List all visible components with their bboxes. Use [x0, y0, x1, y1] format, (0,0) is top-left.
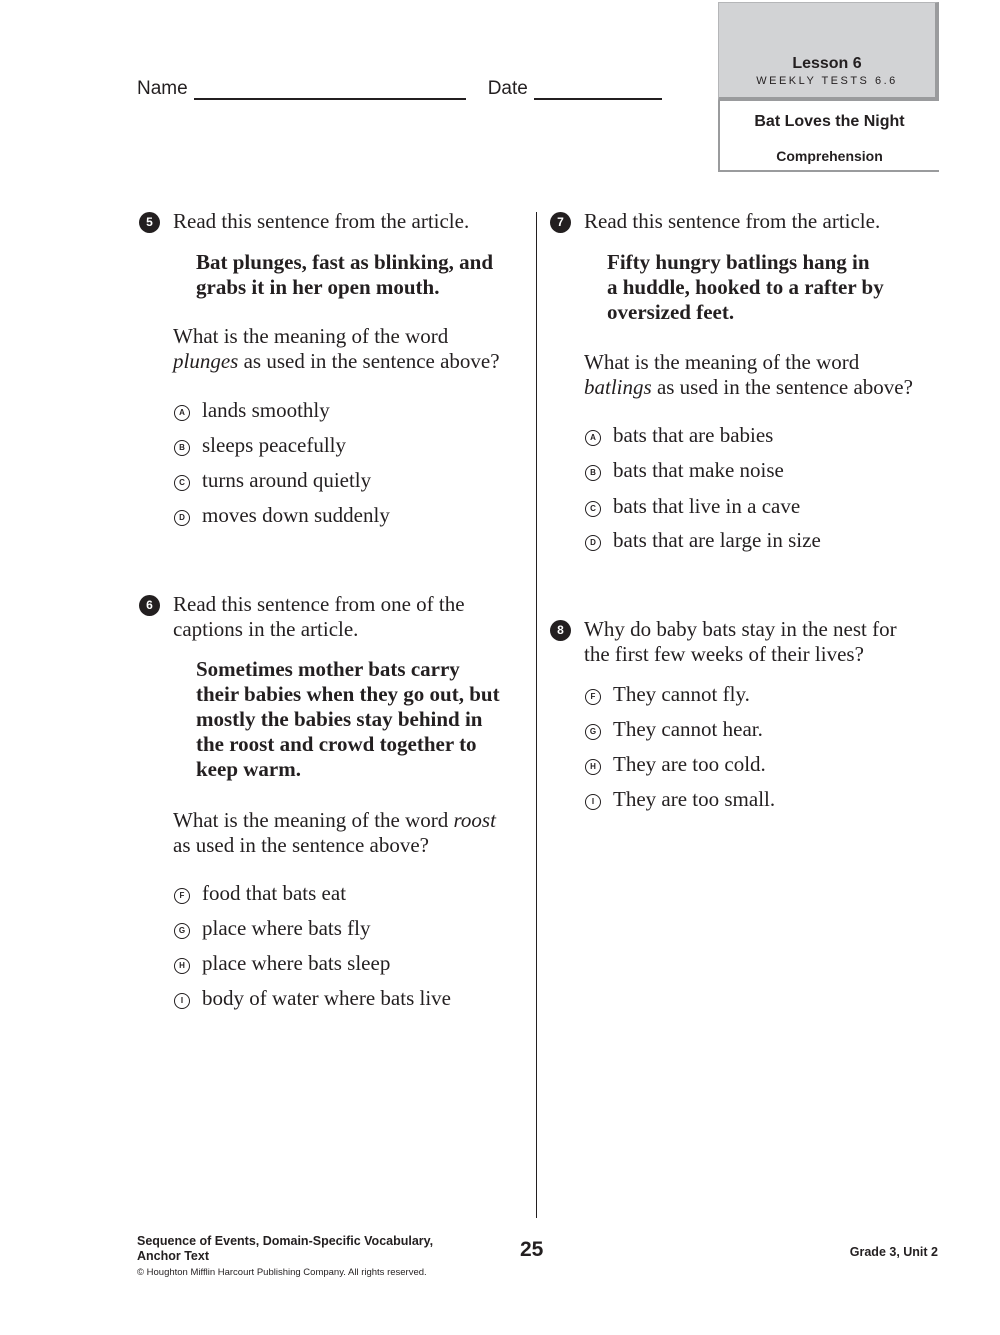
ask-line: as used in the sentence above?	[173, 833, 429, 857]
date-field[interactable]	[534, 82, 662, 100]
ask-rest: as used in the sentence above?	[238, 349, 500, 373]
question-ask	[173, 324, 500, 374]
story-title: Bat Loves the Night	[754, 113, 905, 130]
answer-text: bats that live in a cave	[613, 494, 801, 518]
vocab-word: plunges	[173, 349, 239, 373]
name-field[interactable]	[194, 82, 466, 100]
answer-option-c[interactable]	[585, 494, 800, 519]
footer-skills	[137, 1234, 433, 1264]
column-divider	[536, 212, 537, 1218]
vocab-word: batlings	[584, 375, 652, 399]
answer-bubble[interactable]: C	[174, 475, 190, 491]
answer-text: They are too small.	[613, 787, 776, 811]
vocab-word: roost	[453, 808, 496, 832]
weekly-tests-label: WEEKLY TESTS 6.6	[756, 75, 898, 87]
name-date-row	[137, 78, 662, 100]
answer-option-f[interactable]	[585, 682, 750, 707]
quote-line: Sometimes mother bats carry	[196, 657, 460, 681]
question-number: 5	[139, 212, 160, 233]
date-label: Date	[487, 78, 528, 99]
section-label: Comprehension	[776, 148, 883, 164]
name-label: Name	[137, 78, 188, 99]
question-prompt: Read this sentence from the article.	[173, 209, 470, 233]
question-8	[548, 617, 948, 827]
question-prompt	[173, 592, 465, 642]
answer-text: food that bats eat	[202, 881, 347, 905]
answer-text: They cannot hear.	[613, 717, 763, 741]
answer-bubble[interactable]: F	[585, 689, 601, 705]
answer-text: moves down suddenly	[202, 503, 390, 527]
answer-text: They cannot fly.	[613, 682, 750, 706]
answer-option-d[interactable]	[174, 503, 390, 528]
skills-line: Sequence of Events, Domain-Specific Vocabulary,	[137, 1234, 434, 1248]
ask-rest: as used in the sentence above?	[651, 375, 913, 399]
page-number: 25	[520, 1238, 544, 1261]
grade-unit: Grade 3, Unit 2	[849, 1245, 938, 1259]
footer-copyright: © Houghton Mifflin Harcourt Publishing Company. All rights reserved.	[137, 1267, 427, 1278]
ask-line	[173, 808, 496, 833]
quote-line: oversized feet.	[607, 300, 735, 324]
prompt-line: the first few weeks of their lives?	[584, 642, 864, 666]
answer-text: turns around quietly	[202, 468, 372, 492]
quote-line: Bat plunges, fast as blinking, and	[196, 250, 494, 274]
answer-text: place where bats fly	[202, 916, 371, 940]
question-ask	[584, 350, 913, 400]
ask-line: What is the meaning of the word	[173, 324, 449, 348]
answer-option-f[interactable]	[174, 881, 346, 906]
lesson-box	[718, 2, 938, 170]
answer-text: They are too cold.	[613, 752, 766, 776]
prompt-line: Read this sentence from one of the	[173, 592, 465, 616]
answer-text: body of water where bats live	[202, 986, 451, 1010]
answer-text: sleeps peacefully	[202, 433, 347, 457]
answer-bubble[interactable]: D	[174, 510, 190, 526]
answer-bubble[interactable]: F	[174, 888, 190, 904]
question-7	[548, 209, 948, 569]
question-6	[137, 592, 532, 1022]
answer-option-d[interactable]	[585, 528, 821, 553]
answer-bubble[interactable]: B	[174, 440, 190, 456]
prompt-line: Why do baby bats stay in the nest for	[584, 617, 897, 641]
question-5	[137, 209, 532, 539]
ask-line	[584, 375, 913, 400]
answer-bubble[interactable]: D	[585, 535, 601, 551]
answer-option-i[interactable]	[585, 787, 775, 812]
answer-bubble[interactable]: G	[174, 923, 190, 939]
quoted-sentence	[607, 250, 884, 325]
answer-text: bats that make noise	[613, 458, 784, 482]
quote-line: mostly the babies stay behind in	[196, 707, 483, 731]
quote-line: the roost and crowd together to	[196, 732, 477, 756]
lesson-header	[718, 2, 939, 101]
answer-bubble[interactable]: C	[585, 501, 601, 517]
question-number: 7	[550, 212, 571, 233]
answer-option-h[interactable]	[174, 951, 390, 976]
answer-option-c[interactable]	[174, 468, 371, 493]
question-ask	[173, 808, 496, 858]
quote-line: keep warm.	[196, 757, 301, 781]
lesson-title: Lesson 6	[792, 55, 862, 72]
answer-bubble[interactable]: A	[585, 430, 601, 446]
question-prompt: Read this sentence from the article.	[584, 209, 881, 233]
answer-bubble[interactable]: I	[585, 794, 601, 810]
answer-option-a[interactable]	[174, 398, 330, 423]
answer-option-a[interactable]	[585, 423, 773, 448]
ask-pre: What is the meaning of the word	[173, 808, 454, 832]
question-prompt	[584, 617, 897, 667]
quote-line: their babies when they go out, but	[196, 682, 500, 706]
quote-line: a huddle, hooked to a rafter by	[607, 275, 884, 299]
answer-option-i[interactable]	[174, 986, 451, 1011]
answer-bubble[interactable]: I	[174, 993, 190, 1009]
answer-text: bats that are large in size	[613, 528, 821, 552]
answer-option-g[interactable]	[174, 916, 371, 941]
answer-bubble[interactable]: G	[585, 724, 601, 740]
quoted-sentence	[196, 657, 500, 782]
question-number: 8	[550, 620, 571, 641]
answer-text: place where bats sleep	[202, 951, 391, 975]
question-number: 6	[139, 595, 160, 616]
skills-line: Anchor Text	[137, 1249, 209, 1263]
ask-line	[173, 349, 500, 374]
answer-option-h[interactable]	[585, 752, 766, 777]
quoted-sentence	[196, 250, 493, 300]
answer-text: lands smoothly	[202, 398, 330, 422]
answer-bubble[interactable]: H	[585, 759, 601, 775]
quote-line: grabs it in her open mouth.	[196, 275, 440, 299]
answer-bubble[interactable]: A	[174, 405, 190, 421]
answer-option-g[interactable]	[585, 717, 763, 742]
answer-text: bats that are babies	[613, 423, 774, 447]
quote-line: Fifty hungry batlings hang in	[607, 250, 870, 274]
prompt-line: captions in the article.	[173, 617, 359, 641]
ask-line: What is the meaning of the word	[584, 350, 860, 374]
story-box	[718, 101, 939, 172]
answer-option-b[interactable]	[174, 433, 346, 458]
answer-bubble[interactable]: B	[585, 465, 601, 481]
answer-option-b[interactable]	[585, 458, 784, 483]
answer-bubble[interactable]: H	[174, 958, 190, 974]
